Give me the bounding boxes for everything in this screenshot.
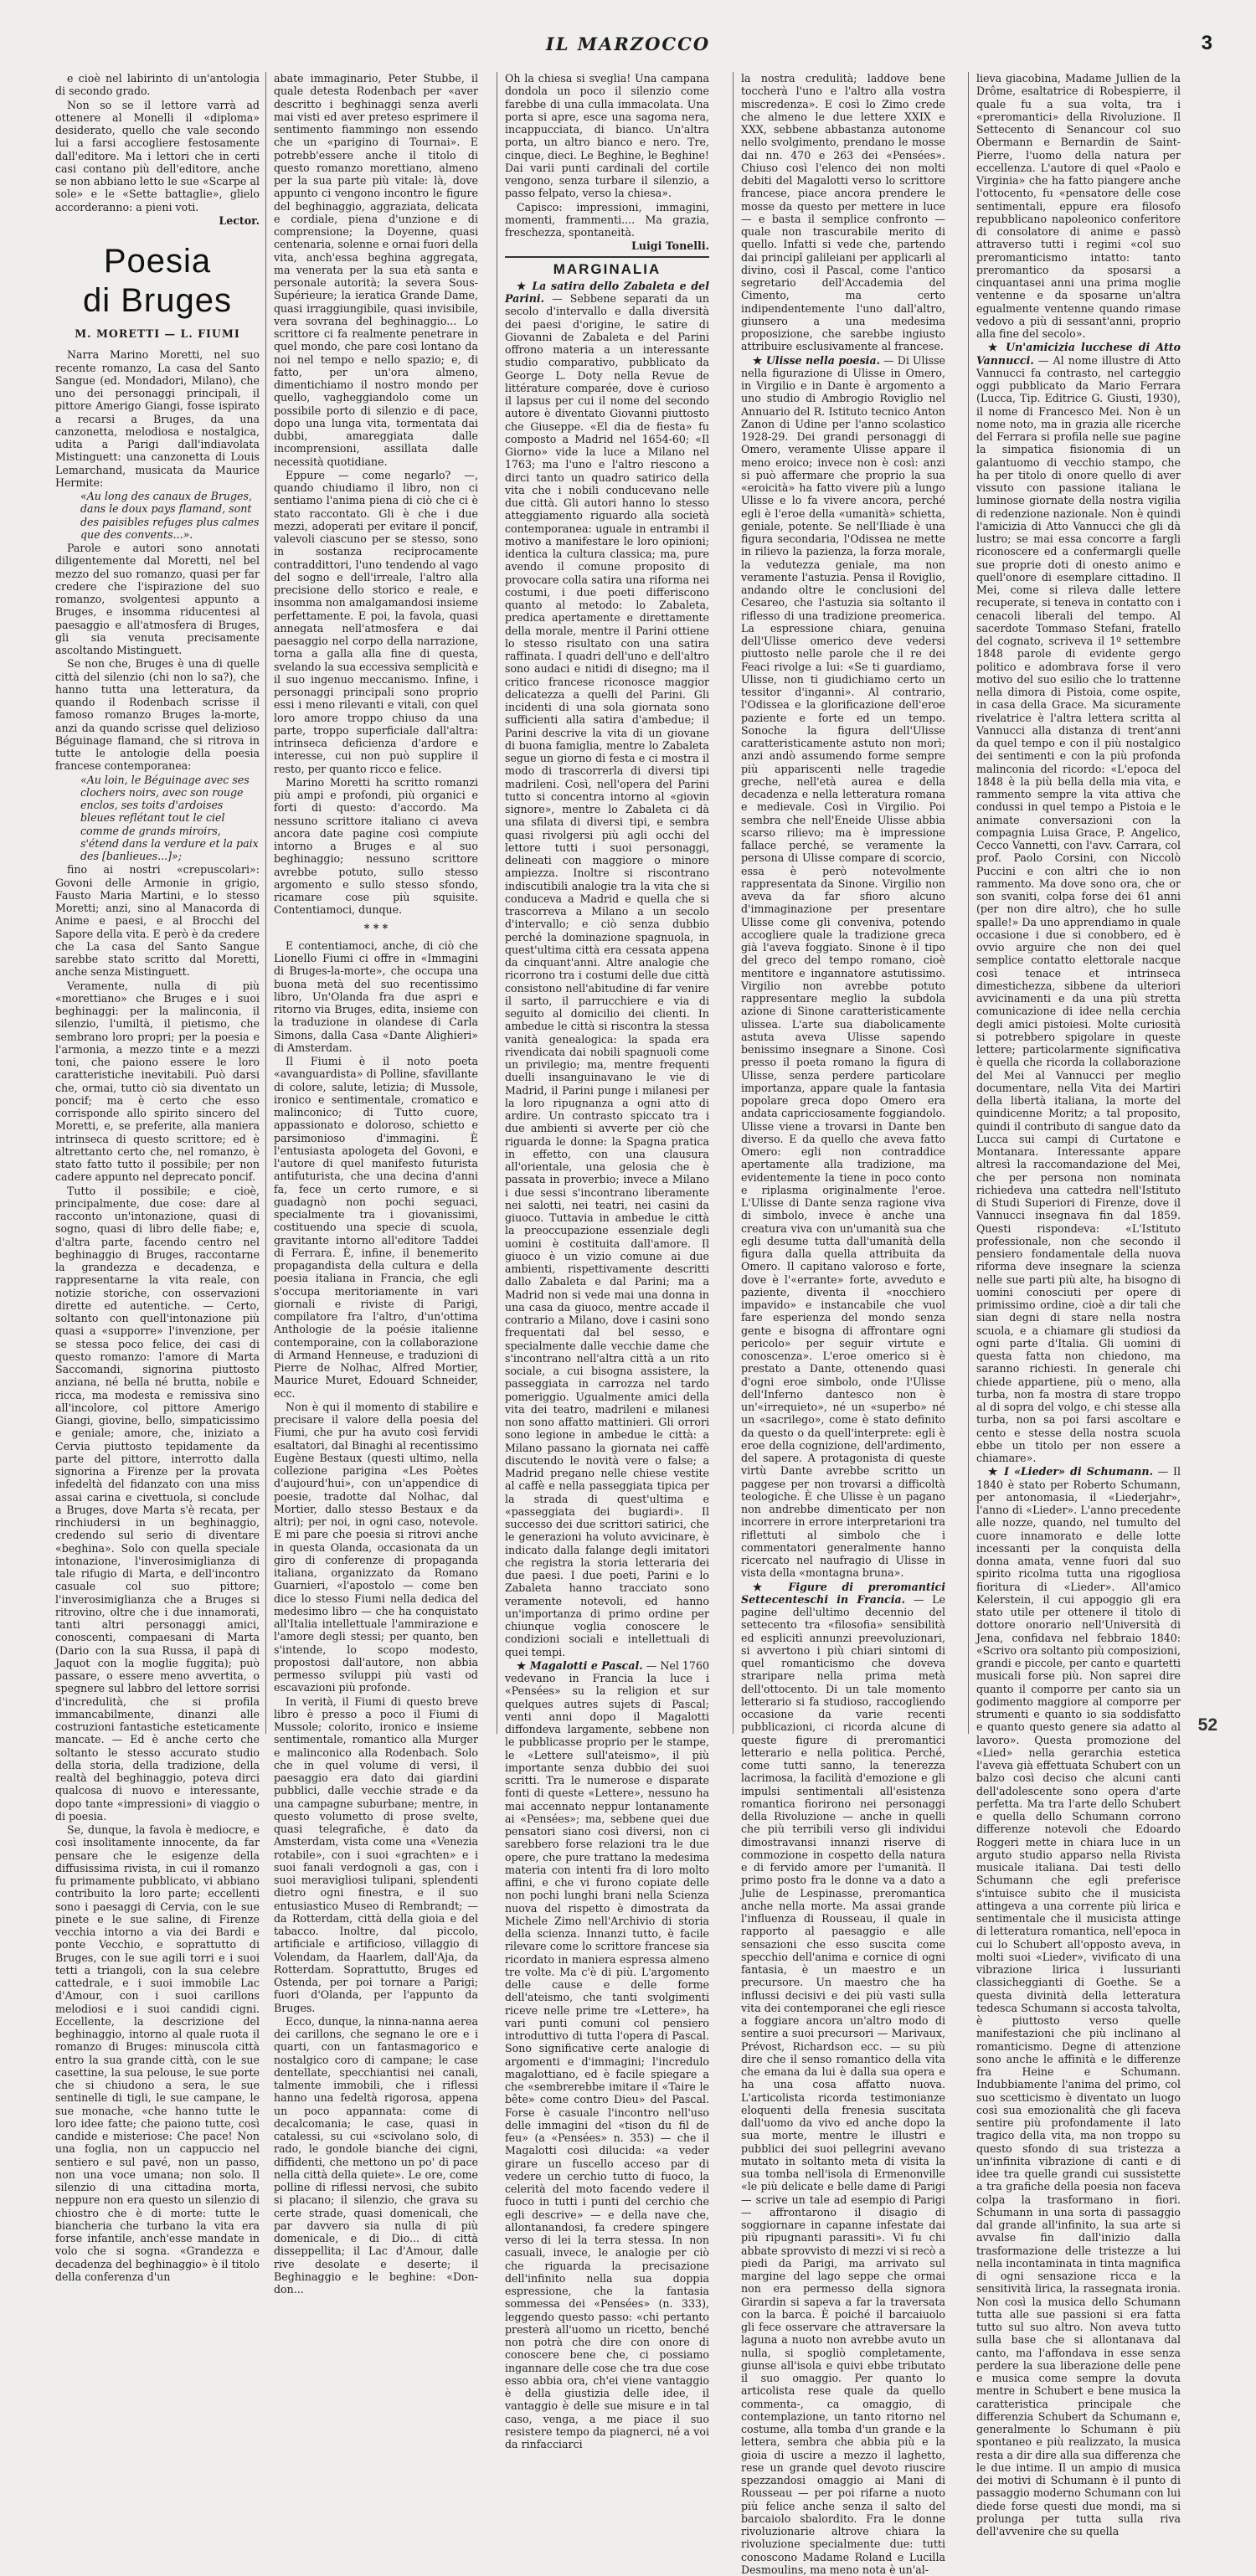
note <box>741 1581 945 2576</box>
paragraph: la nostra credulità; laddove bene toccherà l'uno e l'altro alla vostra miscredenza». E così lo Zimo crede che almeno le due lettere XXIX e XXX, sebbene abbastanza autonome nello svolgimento, prendano le mosse dai nn. 470 e 263 dei «Pensées». Chiuso così l'elenco dei non molti debiti del Magalotti verso lo scrittore francese, piace ancora prendere le mosse da questo per mettere in luce — e basta il semplice confronto — quale non trascurabile merito di quello. Infatti si vede che, partendo dai principî galileiani per applicarli al divino, così il Pascal, come l'antico segretario dell'Accademia del Cimento, ma certo indipendentemente l'uno dall'altro, giunsero a una medesima proposizione, che sarebbe ingiusto attribuire esclusivamente al francese. <box>741 72 945 353</box>
note-body: — Il 1840 è stato per Roberto Schumann, per antonomasia, il «Liederjahr», l'anno di «Lieder». L'anno precedente alle nozze, quando, nel tumulto del cuore innamorato e delle lotte incessanti per la conquista della donna amata, venne fuori dal suo spirito ricolma tutta una rigogliosa fioritura di «Lieder». All'amico Kelerstein, il cui appoggio gli era stato utile per ottenere il titolo di dottore onorario nell'Università di Jena, confidava nel febbraio 1840: «Scrivo ora soltanto più composizioni, grandi e piccole, per canto e quartetti musicali forse più. Non saprei dire quanto il comporre per canto sia un godimento maggiore al comporre per strumenti e quanto io sia soddisfatto e quanto questo genere sia adatto al lavoro». Questa promozione del «Lied» nella gerarchia estetica l'aveva già effettuata Schubert con un balzo così deciso che alcuni canti dell'adolescente sono opera d'arte perfetta. Ma tra l'arte dello Schubert e quella dello Schumann corrono differenze notevoli che Edoardo Roggeri mette in chiara luce in un arguto studio apparso nella Rivista musicale italiana. Dai testi dello Schumann che egli preferisce s'intuisce subito che il musicista attingeva a una corrente più lirica e sentimentale che il musicista attinge di letteratura romantica, nell'epoca in cui lo Schubert all'opposto aveva, in molti suoi «Lieder», vivificato di una vibrazione lirica i lussurianti classicheggianti di Goethe. Se a questa divinità della letteratura tedesca Schumann si accosta talvolta, è piuttosto verso quelle manifestazioni che più inclinano al romanticismo. Degne di attenzione sono anche le affinità e le differenze fra Heine e Schumann. Indubbiamente l'anima del primo, col suo scetticismo è diventato un luogo così sua emozionalità che gli faceva sentire più profondamente il lato tragico della vita, ma non troppo su questo sfondo di sua tristezza a un'infinita vibrazione di canti e di idee tra quelle grandi cui sussistette a tra grafiche della poesia non faceva colpa la trasformano in fiori. Schumann in una sorta di passaggio dal grande all'infinito, la sua arte si avvalse fin dall'inizio dalla trasformazione delle tristezze a lui nella incontaminata in tinta magnifica di ogni sensazione ricca e la sensitività lirica, la rassegnata ironia. Non così la musica dello Schumann tutta alle sue passioni si era fatta tutto sul suo altro. Non aveva tutto sulla base che si allontanava dal canto, ma l'affondava in esse senza perdere la sua liberazione delle pene e musica come sempre la dovuta mentre in Schubert e bene musica la caratteristica principale che differenzia Schubert da Schumann e, generalmente lo Schumann è più spontaneo e più realizzato, la musica resta a dir dire alla sua differenza che le due intime. Il un ampio di musica dei motivi di Schumann è il punto di passaggio moderno Schumann con lui diede forse questi due mondi, ma si prolunga per tutta sulla riva dell'avvenire che su quella <box>976 1465 1181 2537</box>
paragraph: Eppure — come negarlo? —, quando chiudiamo il libro, non ci sentiamo l'anima piena di ciò che ci è stato raccontato. Gli è che i due mezzi, adoperati per evitare il poncif, valevoli ciascuno per se stesso, sono in sostanza reciprocamente contraddittori, l'uno tendendo al vago del sogno e dell'irreale, l'altro alla precisione dello storico e reale, e insomma non amalgamandosi insieme perfettamente. E poi, la favola, quasi annegata nell'atmosfera e dai paesaggio nel corpo della narrazione, torna a galla alla fine di questa, svelando la sua eccessiva semplicità e il suo ingenuo meccanismo. Infine, i personaggi principali sono proprio essi i meno rilevanti e vitali, con quel loro amore troppo chiuso da una parte, troppo superficiale dall'altra: intrinseca deficienza d'ardore e interesse, cui non può supplire il resto, per quanto ricco e felice. <box>274 469 478 775</box>
paragraph: Il Fiumi è il noto poeta «avanguardista» di Polline, sfavillante di colore, salute, letizia; di Mussole, ironico e sentimentale, cromatico e malinconico; di Tutto cuore, appassionato e doloroso, schietto e parsimonioso d'immagini. È l'entusiasta apologeta del Govoni, e l'autore di quel manifesto futurista antifuturista, che una decina d'anni fa, fece un certo rumore, e si guadagnò non pochi seguaci, specialmente tra i giovanissimi, costituendo una specie di scuola, gravitante intorno all'editore Taddei di Ferrara. È, infine, il benemerito propagandista della cultura e della poesia italiana in Francia, che egli s'occupa meritoriamente in vari giornali e riviste di Parigi, compilatore fra l'altro, d'un'ottima Anthologie de la poésie italienne contemporaine, con la collaborazione di Armand Henneuse, e traduzioni di Pierre de Nolhac, Alfred Mortier, Maurice Muret, Edouard Schneider, ecc. <box>274 1055 478 1400</box>
bullet-star-icon: ★ <box>753 354 766 367</box>
paragraph: Narra Marino Moretti, nel suo recente romanzo, La casa del Santo Sangue (ed. Mondadori, Milano), che uno dei personaggi principali, il pittore Amerigo Giangi, fosse ispirato a recarsi a Bruges, da una canzonetta, melodiosa e nostalgica, udita a Parigi dall'indiavolata Mistinguett: una canzonetta di Louis Lemarchand, musicata da Maurice Hermite: <box>55 348 260 489</box>
note <box>741 354 945 1580</box>
note-heading: Figure di preromantici Settecenteschi in Francia. <box>741 1581 945 1606</box>
note-body: — Di Ulisse nella figurazione di Ulisse in Omero, in Virgilio e in Dante è argomento a uno studio di Ambrogio Roviglio nel Annuario del R. Istituto tecnico Anton Zanon di Udine per l'anno scolastico 1928-29. Dei grandi personaggi di Omero, veramente Ulisse appare il meno eroico; invece non è così: anzi si può affermare che proprio la sua «eroicità» ha fatto vivere più a lungo Ulisse e lo fa vivere ancora, perché egli è l'eroe della «umanità» schietta, geniale, potente. Se nell'Iliade è una figura secondaria, l'Odissea ne mette in rilievo la pazienza, la forza morale, la vedutezza geniale, ma non veramente l'astuzia. Pensa il Roviglio, andando oltre le conclusioni del Cesareo, che l'astuzia sia soltanto il riflesso di una tradizione preomerica. La espressione chiara, genuina dell'Ulisse omerico deve vedersi piuttosto nelle parole che il re dei Feaci rivolge a lui: «Se ti guardiamo, Ulisse, non ti giudichiamo certo un tessitor d'inganni». Al contrario, l'Odissea e la glorificazione dell'eroe paziente e forte ed un tempo. Sonoche la figura dell'Ulisse caratteristicamente astuto non morì; anzi andò assumendo forme sempre più appariscenti nelle tragedie greche, nell'età aurea e della decadenza e nella letteratura romana e medievale. Così in Virgilio. Poi sembra che nell'Eneide Ulisse abbia scarso rilievo; ma è impressione fallace perché, se veramente la persona di Ulisse compare di scorcio, essa è però notevolmente rappresentata da Sinone. Virgilio non aveva da far sfioro alcuno d'immaginazione per presentare Ulisse come gli conveniva, potendo accogliere quale la tradizione greca già l'aveva foggiato. Sinone è il tipo del greco del tempo romano, cioè mentitore e ingannatore astutissimo. Virgilio non avrebbe potuto rappresentare meglio la subdola azione di Sinone caratteristicamente ulissea. L'arte sua diabolicamente astuta aveva Ulisse sapendo benissimo insegnare a Sinone. Così presso il poeta romano la figura di Ulisse, senza perdere particolare importanza, appare quale la fantasia popolare greca dopo Omero era andata capricciosamente foggiandolo. Ulisse viene a trovarsi in Dante ben diverso. E da quello che aveva fatto Omero: egli non contraddice apertamente alla tradizione, ma evidentemente la tiene in poco conto e riplasma originalmente l'eroe. L'Ulisse di Dante senza ragione viva di simbolo, invece è anche una creatura viva con un'umanità sua che egli desume tutta dall'umanità della figura dalla quella attribuita da Omero. Il capitano valoroso e forte, dove è l'«errante» forte, avveduto e paziente, diventa il «nocchiero impavido» e instancabile che vuol fare esperienza del mondo senza gente e bisogna di affrontare ogni pericolo» per seguir virtute e conoscenza». L'eroe omerico si è prestato a Dante, ottenendo quasi d'ogni eroe simbolo, onde l'Ulisse dell'Inferno dantesco non è un'«irrequieto», né un «superbo» né un «sacrilego», come è stato definito da questo o da quell'interprete: egli è eroe della cognizione, dell'ardimento, del sapere. A protagonista di queste virtù Dante avrebbe scritto un paggese per non trovarsi a difficoltà teologiche. È che Ulisse è un pagano non andrebbe dimenticato per non incorrere in errore interpretarioni tra riflettuti al simbolo che i commentatori generalmente hanno ricercato nel naufragio di Ulisse in vista della «montagna bruna». <box>741 354 945 1580</box>
column-3 <box>505 72 709 1730</box>
note-heading: Magalotti e Pascal. <box>530 1659 643 1672</box>
paragraph: Capisco: impressioni, immagini, momenti, frammenti.... Ma grazia, freschezza, spontaneità. <box>505 201 709 239</box>
column-4 <box>741 72 945 1730</box>
paragraph: abate immaginario, Peter Stubbe, il quale detesta Rodenbach per «aver descritto i beghinaggi senza averli mai visti ed aver preteso esprimere il sentimento fiammingo non essendo che un «parigino di Tournai». E potrebb'essere anche il titolo di questo romanzo morettiano, almeno per la sua parte più vitale: là, dove appunto ci vengono incontro le figure del beghinaggio, aggraziata, delicata e cordiale, piena d'unzione e di comprensione; la Doyenne, quasi centenaria, solenne e ornai fuori della vita, anch'essa beghina aggregata, ma venerata per la sua età santa e personale autorità; la severa Sous-Supérieure; la ieratica Grande Dame, quasi irraggiungibile, quasi invisibile, vera sovrana del beghinaggio... Lo scrittore ci fa realmente penetrare in quel mondo, che pare così lontano da noi nel tempo e nello spazio; e, di fatto, per un'ora almeno, dimentichiamo il nostro mondo per quello, vagheggiandolo come un possibile porto di silenzio e di pace, dopo una lunga vita, tormentata dai dubbi, amareggiata dalle incomprensioni, assillata dalle necessità quotidiane. <box>274 72 478 468</box>
article-title <box>55 242 260 321</box>
note-heading: Ulisse nella poesia. <box>766 354 880 367</box>
bullet-star-icon: ★ <box>517 280 532 292</box>
paragraph: Se, dunque, la favola è mediocre, e così insolitamente innocente, da far pensare che le esigenze della diffusissima rivista, in cui il romanzo fu primamente pubblicato, vi abbiano contribuito la loro parte; eccellenti sono i paesaggi di Cervia, con le sue pinete e le sue saline, di Firenze vecchia intorno a via dei Bardi e ponte Vecchio, e soprattutto di Bruges, con le sue agili torri e i suoi tetti a triangoli, con la sua celebre cattedrale, e i suoi immobile Lac d'Amour, con i suoi carillons melodiosi e i suoi candidi cigni. Eccellente, la descrizione del beghinaggio, intorno al quale ruota il romanzo di Bruges: minuscola città entro la sua grande città, con le sue casettine, la sua pelouse, le sue porte che si chiudono a sera, le sue sentinelle di tigli, le sue campane, le sue monache, «che hanno tutte le loro idee fatte; che paiono tutte, così candide e misteriose: Che pace! Non una foglia, non un cappuccio nel sentiero e sul pavé, non un passo, non una voce umana; non solo. Il silenzio di una cittadina morta, neppure non era questo un silenzio di chiostro che è di morte: tutte le biancheria che turbano la vita era forse infantile, anch'esse mandate in volo che si sogna. «Grandezza e decadenza del beghinaggio» è il titolo della conferenza d'un <box>55 1823 260 2283</box>
paragraph: Parole e autori sono annotati diligentemente dal Moretti, nel bel mezzo del suo romanzo, quasi per far credere che l'ispirazione del suo romanzo, svolgentesi appunto a Bruges, e insomma riducentesi al paesaggio e all'atmosfera di Bruges, gli sia venuta precisamente ascoltando Mistinguett. <box>55 542 260 656</box>
bullet-star-icon: ★ <box>988 341 1006 353</box>
column-1 <box>55 72 260 1730</box>
note <box>976 341 1181 1464</box>
byline: M. MORETTI — L. FIUMI <box>55 327 260 340</box>
folio-number: 52 <box>1198 1715 1217 1735</box>
paragraph: Tutto il possibile; e cioè, principalmente, due cose: dare al racconto un'intonazione, quasi di sogno, quasi di libro delle fiabe; e, d'altra parte, facendo centro nel beghinaggio di Bruges, raccontarne la grandezza e decadenza, e rappresentarne la vita reale, con notizie storiche, con osservazioni dirette ed autentiche. — Certo, soltanto con quell'intonazione più quasi a «supporre» l'invenzione, per se stessa poco felice, dei casi di questo romanzo: l'amore di Marta Saccomandi, signorina piuttosto anziana, né bella né brutta, nobile e ricca, ma modesta e remissiva sino all'incolore, col pittore Amerigo Giangi, giovine, bello, simpaticissimo e geniale; amore, che, iniziato a Cervia piuttosto tepidamente da parte del pittore, interrotto dalla signorina a Firenze per la provata infedeltà del fidanzato con una miss assai carina e civettuola, si conclude a Bruges, dove Marta s'è recata, per rinchiudersi in un beghinaggio, credendo sul serio di diventare «beghina». Solo con quella speciale intonazione, l'inverosimiglianza di tale rifugio di Marta, e dell'incontro casuale col suo pittore; l'inverosimiglianza che a Bruges si ritrovino, oltre che i due innamorati, tanti altri personaggi amici, conoscenti, compaesani di Marta (Dario con la sua Russa, il papà di Jaquot con la moglie fuggita); può passare, o essere meno avvertita, o spegnere sul labbro del lettore sorrisi d'incredulità, che si profila immancabilmente, dinanzi alle costruzioni fantastiche esteticamente mancate. — Ed è anche certo che soltanto le stesso accurato studio della storia, della tradizione, della realtà del beghinaggio, poteva dirci qualcosa di nuovo e interessante, dopo tante «impressioni» di viaggio o di poesia. <box>55 1185 260 1823</box>
paragraph: In verità, il Fiumi di questo breve libro è presso a poco il Fiumi di Mussole; colorito, ironico e insieme sentimentale, romantico alla Murger e malinconico alla Rodenbach. Solo che in quel volume di versi, il paesaggio era dato dai giardini pubblici, dalle vecchie strade e da una campagne suburbane; mentre, in questo volumetto di prose svelte, quasi telegrafiche, è dato da Amsterdam, vista come una «Venezia rotabile», con i suoi «grachten» e i suoi fanali verdognoli a gas, con i suoi meravigliosi tulipani, splendenti dietro ogni finestra, e il suo entusiastico Museo di Rembrandt; — da Rotterdam, città della gioia e del tabacco. Inoltre, dal piccolo, artificiale e artificioso, villaggio di Volendam, da Haarlem, dall'Aja, da Rotterdam. Soprattutto, Bruges ed Ostenda, per poi tornare a Parigi; fuori d'Olanda, per l'appunto da Bruges. <box>274 1695 478 2014</box>
paragraph: Non so se il lettore varrà ad ottenere al Monelli il «diploma» desiderato, quello che vale secondo lui a farsi accogliere festosamente dall'editore. Ma i lettori che in certi casi contano più dell'editore, anche se non abbiano letto le sue «Scarpe al sole» e le «Sette battaglie», glielo accorderanno: a pieni voti. <box>55 99 260 213</box>
bullet-star-icon: ★ <box>517 1659 530 1672</box>
signature-lector: Lector. <box>55 214 260 227</box>
note-body: — Nel 1760 vedevano in Francia la luce i «Pensées» su la religion et sur quelques autres sujets di Pascal; venti anni dopo il Magalotti diffondeva largamente, sebbene non le pubblicasse proprio per le stampe, le «Lettere sull'ateismo», il più importante senza dubbio dei suoi scritti. Tra le numerose e disparate fonti di queste «Lettere», nessuno ha mai accennato neppur lontanamente ai «Pensées»; ma, sebbene quei due pensatori siano così diversi, non ci sarebbero forse relazioni tra le due opere, che pure trattano la medesima materia con intenti fra di loro molto affini, e che vi furono copiate delle non pochi lunghi brani nella Scienza nuova del rispetto è dimostrata da Michele Zimo nell'Archivio di storia della scienza. Innanzi tutto, è facile rilevare come lo scrittore francese sia ricordato in maniera espressa almeno tre volte. Ma c'è di più. L'argomento delle cause e delle forme dell'ateismo, che tanti svolgimenti riceve nelle prime tre «Lettere», ha vari punti comuni col pensiero introduttivo di tutta l'opera di Pascal. Sono significative certe analogie di argomenti e d'immagini; l'incredulo magalottiano, ed è facile spiegare a che «sembrerebbe imitare il «Taire le bête» come contro Dieu» del Pascal. Forse è casuale l'incontro nell'uso delle immagini del «tison du fil de feu» (a «Pensées» n. 353) — che il Magalotti così dilucida: «a veder girare un fuscello acceso par di vedere un cerchio tutto di fuoco, la celerità del moto facendo vedere il fuoco in tutti i punti del cerchio che egli descrive» — e della nave che, allontanandosi, fa credere spingere verso di lei la terra stessa. In non casuali, invece, le analogie per ciò che riguarda la precisazione dell'infinito nella sua doppia espressione, che la fantasia sommessa dei «Pensées» (n. 333), leggendo questo passo: «chi pertanto presterà all'uomo un ricetto, benché non potrà che dire con onore di conoscere bene che, ci possiamo ingannare delle cose che tra due cose esso abbia ora, ch'ei viene vantaggio è della giustizia delle idee, il vantaggio è delle sue misure e in tal caso, venga, a me piace il suo resistere tempo da piagnerci, né a voi da rinfacciarci <box>505 1659 709 2450</box>
section-separator: * * * <box>274 922 478 934</box>
note-body: — Al nome illustre di Atto Vannucci fa contrasto, nel carteggio oggi pubblicato da Mario Ferrara (Lucca, Tip. Editrice G. Giusti, 1930), il nome di Francesco Mei. Non è un nome noto, ma in grazia alle ricerche del Ferrara si profila nelle sue pagine la simpatica fisionomia di un galantuomo di vecchio stampo, che ha per titolo di onore quello di aver vissuto con passione italiana le luminose giornate della nostra vigilia di redenzione nazionale. Non è quindi l'amicizia di Atto Vannucci che gli dà lustro; se mai essa concorre a fargli riconoscere ed a confermargli quelle sue proprie doti di onesto animo e quell'onore di esemplare cittadino. Il Mei, come si rileva dalle lettere recuperate, si teneva in contatto con i cenacoli liberali del tempo. Al sacerdote Tommaso Stefani, fratello del cognato, scriveva il 1º settembre 1848 parole di evidente gergo politico e adombrava forse il vero motivo del suo esilio che lo trattenne nella dimora di Pistoia, come ospite, in casa della Grace. Ma sicuramente rivelatrice è l'altra lettera scritta al Vannucci alla distanza di trent'anni da quel tempo e con il più nostalgico dei sentimenti e con la più profonda malinconia del ricordo: «L'epoca del 1848 è la più bella della mia vita, e rammento sempre la vita attiva che condussi in quel tempo a Pistoia e le animate conversazioni con la compagnia Luisa Grace, P. Angelico, Cecco Vannetti, con l'avv. Carrara, col prof. Paolo Corsini, con Niccolò Puccini e con altri che io non rammento. Ma dove sono ora, che or son svaniti, colpa forse dei 61 anni (per non dire altro), che ho sulle spalle!» Da uno apprendiamo in quale occasione i due si conobbero, ed è ovvio arguire che non dei quel semplice contatto elettorale nacque così tenace et intrinseca dimestichezza, sibbene da ulteriori avvicinamenti e da una più stretta comunicazione di idee nella cerchia degli amici pistoiesi. Molte curiosità si potrebbero spigolare in queste lettere; particolarmente significativa è quella che ricorda la collaborazione del Mei al Vannucci per meglio documentare, nella Vita dei Martiri della libertà italiana, la morte del quindicenne Moritz; a tal proposito, quindi il contributo di sangue dato da Lucca sui campi di Curtatone e Montanara. Interessante appare altresì la raccomandazione del Mei, che per persona non nominata richiedeva una cattedra nell'Istituto di Studi Superiori di Firenze, dove il Vannucci insegnava fin dal 1859. Questi rispondeva: «L'Istituto professionale, non che secondo il pensiero fondamentale della nuova riforma deve insegnare la scienza nelle sue parti più alte, ha bisogno di uomini conosciuti per opere di primissimo ordine, cioè a dir tali che sian degni di stare nella nostra scuola, e a chiamare gli studiosi da ogni parte d'Italia. Gli uomini di questa fatta non chiedono, ma saranno richiesti. In generale chi chiede appartiene, più o meno, alla turba, non fa mostra di stare troppo al di sopra del volgo, e chi stesse alla turba, non sa poi farsi ascoltare e cento e stesse della nostra scuola ebbe un titolo per non essere a chiamare». <box>976 354 1181 1465</box>
bullet-star-icon: ★ <box>753 1581 788 1593</box>
paragraph: fino ai nostri «crepuscolari»: Govoni delle Armonie in grigio, Fausto Maria Martini, e lo stesso Moretti; anzi, sino al Manacorda di Anime e paesi, e al Brocchi del Sapore della vita. E però è da credere che La casa del Santo Sangue sarebbe stato scritto dal Moretti, anche senza Mistinguett. <box>55 863 260 978</box>
bullet-star-icon: ★ <box>988 1465 1004 1478</box>
masthead: IL MARZOCCO <box>0 33 1256 54</box>
note-heading: Un'amicizia lucchese di Atto Vannucci. <box>976 341 1181 366</box>
paragraph: Non è qui il momento di stabilire e precisare il valore della poesia del Fiumi, che pur ha avuto così fervidi esaltatori, dal Binaghi al recentissimo Eugène Bestaux (questi ultimo, nella collezione parigina «Les Poètes d'aujourd'hui», con un'appendice di poesie, tradotte dal Nolhac, dal Mortier, dallo stesso Bestaux e da altri); per noi, in ogni caso, notevole. E mi pare che poesia si ritrovi anche in questa Olanda, occasionata da un giro di conferenze di propaganda italiana, organizzato da Romano Guarnieri, «l'apostolo — come ben dice lo stesso Fiumi nella dedica del medesimo libro — che ha conquistato all'Italia intellettuale l'ammirazione e l'amore degli stessi; per quanto, ben s'intende, lo scopo modesto, propostosi dall'autore, non abbia permesso sviluppi più vasti od escavazioni più profonde. <box>274 1401 478 1694</box>
divider <box>505 256 709 258</box>
paragraph: Oh la chiesa si sveglia! Una campana dondola un poco il silenzio come farebbe di una culla immacolata. Una porta si apre, esce una sagoma nera, incappucciata, di bianco. Un'altra porta, un altro bianco e nero. Tre, cinque, dieci. Le Beghine, le Beghine! Dai varii punti cardinali del cortile vengono, senza turbare il silenzio, a passo felpato, verso la chiesa». <box>505 72 709 200</box>
note-body: — Sebbene separati da un secolo d'intervallo e dalla diversità dei paesi d'origine, le satire di Giovanni de Zabaleta e del Parini offrono materia a un interessante studio comparativo, pubblicato da George L. Doty nella Revue de littérature comparée, dove è curioso il lapsus per cui il nome del secondo autore è diventato Giovanni piuttosto che Giuseppe. «El dia de fiesta» fu composto a Madrid nel 1654-60; «Il Giorno» vide la luce a Milano nel 1763; ma l'uno e l'altro riescono a dirci tanto un quadro satirico della vita che i nobili conducevano nelle due città. Gli autori hanno lo stesso atteggiamento riguardo alla società contemporanea: uguale in entrambi il motivo a manifestare le loro opinioni; identica la cultura classica; ma, pure avendo il comune proposito di provocare colla satira una riforma nei costumi, i due poeti differiscono quanto al metodo: lo Zabaleta, predica apertamente e direttamente della morale, mentre il Parini ottiene lo stesso risultato con una satira raffinata. I quadri dell'uno e dell'altro sono audaci e nitidi di disegno; ma il critico francese riconosce maggior delicatezza a quelli del Parini. Gli incidenti di una sola giornata sono sufficienti alla satira d'ambedue; il Parini descrive la vita di un giovane di buona famiglia, mentre lo Zabaleta segue un giorno di festa e ci mostra il modo di trascorrerla di diversi tipi madrileni. Così, nell'opera del Parini tutto si concentra intorno al «giovin signore», mentre lo Zabaleta ci dà una sfilata di diversi tipi, e sembra quasi rivolgersi più agli occhi del lettore tutti i suoi personaggi, delineati con maggiore o minore ampiezza. Inoltre si riscontrano indiscutibili analogie tra la vita che si conduceva a Madrid e quella che si trascorreva a Milano a un secolo d'intervallo; e ciò senza dubbio perché la dominazione spagnuola, in quest'ultima città era cessata appena da cinquant'anni. Altre analogie che ricorrono tra i costumi delle due città consistono nell'abitudine di far venire il sarto, il parrucchiere e via di seguito al domicilio dei clienti. In ambedue le città si riscontra la stessa vanità genealogica: la spada era rivendicata dai nobili spagnuoli come un privilegio; ma, mentre frequenti duelli insanguinavano le vie di Madrid, il Parini punge i milanesi per la loro ripugnanza a ogni atto di ardire. Un contrasto spiccato tra i due ambienti si avverte per ciò che riguarda le donne: la Spagna pratica in effetto, con una clausura all'orientale, una gelosia che è passata in proverbio; invece a Milano i due sessi s'incontrano liberamente nei salotti, nei teatri, nei casini da giuoco. Tuttavia in ambedue le città la preoccupazione essenziale degli uomini è costituita dall'amore. Il giuoco è un vizio comune ai due ambienti, rispettivamente descritti dallo Zabaleta e dal Parini; ma a Madrid non si vede mai una donna in una casa da giuoco, mentre accade il contrario a Milano, dove i casini sono frequentati dal bel sesso, e specialmente dalle vecchie dame che s'incontrano nell'altra città a un rito sociale, a cui bisogna assistere, la passeggiata in carrozza nel tardo pomeriggio. Ugualmente amici della vita dei teatro, madrileni e milanesi non sono affatto mattinieri. Gli orrori sono legione in ambedue le città: a Milano passano la giornata nei caffè discutendo le novità vere o false; a Madrid pregano nelle chiese vestite al caffè e nella passeggiata tipica per la strada di quest'ultima e «passeggiata dei bugiardi». Il successo dei due scrittori satirici, che le generazioni ha voluto avvicinare, è indicato dalla falange degli imitatori che registra la storia letteraria dei due paesi. I due poeti, Parini e lo Zabaleta hanno tracciato sono veramente notevoli, ed hanno un'importanza di primo ordine per chiunque voglia conoscere le condizioni sociali e intellettuali di quei tempi. <box>505 292 709 1658</box>
column-5 <box>976 72 1181 1730</box>
page-number: 3 <box>1202 32 1212 55</box>
note-heading: I «Lieder» di Schumann. <box>1004 1465 1153 1478</box>
section-heading-marginalia: MARGINALIA <box>505 263 709 275</box>
note <box>505 1659 709 2451</box>
paragraph: lieva giacobina, Madame Jullien de la Drôme, esaltatrice di Robespierre, il quale fu a sua volta, tra i «preromantici» della Rivoluzione. Il Settecento di Senancour col suo Obermann e Bernardin de Saint-Pierre, l'uomo della natura per eccellenza. L'autore di quel «Paolo e Virginia» che ha fatto piangere anche l'ottocento, fu «pensatore delle cose sentimentali, eppure era filosofo repubblicano napoleonico conferitore di consolatore di anime e passò attraverso tutti i regimi «col suo preromanticismo intatto: tanto preromantico da sposarsi a cinquantasei anni una prima moglie ventenne e da sposarne un'altra egualmente ventenne quando rimase vedovo a più di sessant'anni, proprio alla fine del secolo». <box>976 72 1181 340</box>
column-divider <box>968 72 969 1734</box>
paragraph: Veramente, nulla di più «morettiano» che Bruges e i suoi beghinaggi: per la malinconia, il silenzio, l'umiltà, il pietismo, che sembrano loro propri; per la poesia e l'armonia, a mezzo tinte e a mezzi toni, che paiono essere le loro caratteristiche inevitabili. Può darsi che, ormai, tutto ciò sia diventato un poncif; ma è certo che esso corrisponde allo spirito sincero del Moretti, e, se preferite, alla maniera intrinseca di questo scrittore; ed è altrettanto certo che, nel romanzo, è stato fatto tutto il possibile; per non cadere appunto nel deprecato poncif. <box>55 979 260 1184</box>
signature-tonelli: Luigi Tonelli. <box>505 239 709 252</box>
note <box>505 280 709 1658</box>
column-divider <box>265 72 266 1734</box>
title-line-1: Poesia <box>55 242 260 281</box>
paragraph: Se non che, Bruges è una di quelle città del silenzio (chi non lo sa?), che hanno tutta una letteratura, da quando il Rodenbach scrisse il famoso romanzo Bruges la-morte, anzi da quando scrisse quel delizioso Béguinage flamand, che si ritrova in tutte le antologie della poesia francese contemporanea: <box>55 657 260 772</box>
quote: «Au long des canaux de Bruges, dans le doux pays flamand, sont des paisibles refuges plus calmes que des convents...». <box>55 490 260 541</box>
paragraph: Ecco, dunque, la ninna-nanna aerea dei carillons, che segnano le ore e i quarti, con un fantasmagorico e nostalgico coro di campane; le case dentellate, specchiantisi nei canali, talmente immobili, che i riflessi hanno una fedeltà rigorosa, appena un poco appannata: come di decalcomania; le case, quasi in catalessi, su cui «scivolano solo, di rado, le gondole bianche dei cigni, diffidenti, che mettono un po' di pace nella città della quiete». Le ore, come polline di riflessi nervosi, che subito si placano; il silenzio, che grava su certe strade, quasi domenicali, che par davvero sia nulla di più domenicale, e di Dio... di città disseppellita; il Lac d'Amour, dalle rive desolate e deserte; il Beghinaggio e le beghine: «Don-don... <box>274 2015 478 2296</box>
column-2 <box>274 72 478 1730</box>
paragraph: Marino Moretti ha scritto romanzi più ampi e profondi, più organici e forti di questo: d'accordo. Ma nessuno scrittore italiano ci aveva ancora date pagine così compiute intorno a Bruges e al suo beghinaggio; nessuno scrittore avrebbe potuto, sullo stesso argomento e sullo stesso sfondo, ricamare cose più squisite. Contentiamoci, dunque. <box>274 776 478 917</box>
note-heading: La satira dello Zabaleta e del Parini. <box>505 280 709 305</box>
note-body: — Le pagine dell'ultimo decennio del settecento tra «filosofia» sensibilità ed esplicitì annunzi preevoluzionari, si avvertono i più chiari sintomi di quel romanticismo che doveva straripare nella prima metà dell'ottocento. Di un tale momento letterario si fa studioso, raccogliendo occasione da varie recenti pubblicazioni, ci ricorda alcune di queste figure di preromantici letterario e nella politica. Perché, come tutti sanno, la tenerezza lacrimosa, la facilità d'emozione e gli impulsi sentimentali all'esistenza romantica fiorirono nei personaggi della Rivoluzione — anche in quelli che più terribili verso gli individui dimostravansi innanzi riserve di commozione in cospetto della natura e di fervido amore per l'umanità. Il primo posto fra le donne va a dato a Julie de Lespinasse, preromantica anche nella morte. Ma assai grande l'influenza di Rousseau, il quale in rapporto al paesaggio e alle sensazioni che esso suscita come specchio dell'anima e cornice di ogni fantasia, è un maestro e un precursore. Un maestro che ha influssi decisivi e dei più vasti sulla vita dei contemporanei che egli riesce a foggiare ancora un'altro modo di sentire a suoi precursori — Marivaux, Prévost, Richardson ecc. — su più dire che il senso romantico della vita che emana da lui è dalla sua opera e ha una cosa affatto nuova. L'articolista ricorda testimonianze eloquenti della frenesia suscitata dall'uomo da vivo ed anche dopo la sua morte, mentre le illustri e pubblici dei suoi pellegrini avevano mutato in soltanto meta di visita la sua tomba nell'isola di Ermenonville «le più delicate e belle dame di Parigi — scrive un tale ad esempio di Parigi — affrontarono il disagio di soggiornare in capanne infestate dai più ripugnanti parassiti». Vi fu chi abbate sprovvisto di mezzi vi si recò a piedi da Parigi, ma arrivato sul margine del lago seppe che ormai non era permesso della signora Girardin si sapeva a far la traversata con la barca. È poiché il barcaiuolo gli fece osservare che attraversare la laguna a nuoto non avrebbe avuto un nulla, si spogliò completamente, giunse all'isola e quivi ebbe tributato il suo omaggio. Per quanto lo articolista rese quale da quello commenta-, ca omaggio, di contemplazione, un tanto ritorno nel costume, alla tomba d'un grande e la lettera, sembra che abbia più e la gioia di uscire a mezzo il laghetto, rese un grande quel devoto riuscire spezzandosi omaggio ai Mani di Rousseau — per poi rifarne a nuoto più felice anche senza il salto del barcaiolo sbalordito. Fra le donne rivoluzionarie altrove chiara la rivoluzione specialmente due: tutti conoscono Madame Roland e Lucilla Desmoulins, ma meno nota è un'al- <box>741 1593 945 2576</box>
column-divider <box>733 72 734 1734</box>
paragraph: e cioè nel labirinto di un'antologia di secondo grado. <box>55 72 260 98</box>
note <box>976 1465 1181 2537</box>
paragraph: E contentiamoci, anche, di ciò che Lionello Fiumi ci offre in «Immagini di Bruges-la-morte», che occupa una buona metà del suo recentissimo libro, Un'Olanda fra due aspri e ritorno via Bruges, edita, insieme con la traduzione in olandese di Carla Simons, dalla Casa «Dante Alighieri» di Amsterdam. <box>274 939 478 1054</box>
page-header <box>0 32 1256 65</box>
title-line-2: di Bruges <box>55 281 260 321</box>
quote: «Au loin, le Béguinage avec ses clochers noirs, avec son rouge enclos, ses toits d'ardoises bleues reflétant tout le ciel comme de grands miroirs, s'étend dans la verdure et la paix des [banlieues...]»; <box>55 774 260 863</box>
